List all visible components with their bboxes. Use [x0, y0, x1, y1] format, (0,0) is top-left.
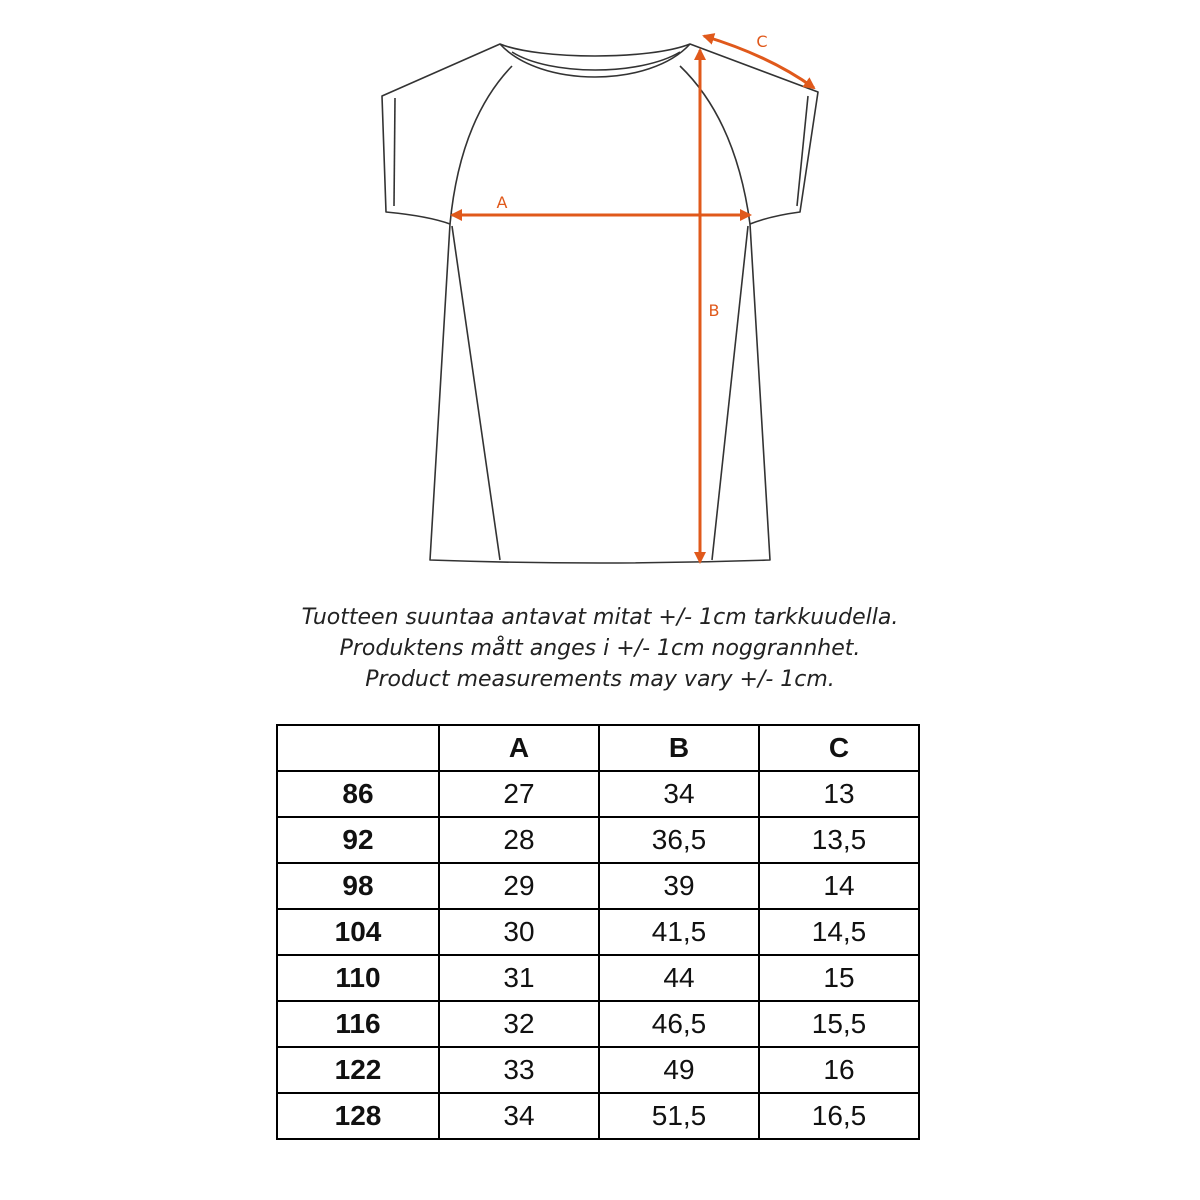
accuracy-note-finnish: Tuotteen suuntaa antavat mitat +/- 1cm tarkkuudella. — [301, 605, 899, 630]
value-cell-a: 31 — [439, 955, 599, 1001]
value-cell-c: 14 — [759, 863, 919, 909]
value-cell-a: 29 — [439, 863, 599, 909]
header-cell-a: A — [439, 725, 599, 771]
header-cell-b: B — [599, 725, 759, 771]
table-row — [277, 1047, 919, 1093]
value-cell-b: 39 — [599, 863, 759, 909]
value-cell-b: 44 — [599, 955, 759, 1001]
accuracy-note-swedish: Produktens mått anges i +/- 1cm noggrannhet. — [339, 636, 861, 661]
sleeve-hem-right — [797, 96, 808, 206]
table-row — [277, 955, 919, 1001]
tshirt-outline — [382, 44, 818, 563]
value-cell-b: 46,5 — [599, 1001, 759, 1047]
raglan-seam-right — [680, 66, 750, 224]
size-cell: 98 — [277, 863, 439, 909]
value-cell-a: 28 — [439, 817, 599, 863]
value-cell-a: 32 — [439, 1001, 599, 1047]
measure-a-label: A — [496, 193, 508, 212]
table-row — [277, 863, 919, 909]
value-cell-c: 13 — [759, 771, 919, 817]
size-cell: 122 — [277, 1047, 439, 1093]
header-cell-size — [277, 725, 439, 771]
value-cell-b: 36,5 — [599, 817, 759, 863]
value-cell-a: 30 — [439, 909, 599, 955]
size-cell: 116 — [277, 1001, 439, 1047]
measure-c-label: C — [756, 32, 768, 51]
measure-b-label: B — [708, 301, 720, 320]
tshirt-body — [382, 44, 818, 563]
side-panel-left — [452, 226, 500, 560]
value-cell-a: 34 — [439, 1093, 599, 1139]
value-cell-c: 13,5 — [759, 817, 919, 863]
accuracy-note-english: Product measurements may vary +/- 1cm. — [365, 667, 835, 692]
value-cell-b: 51,5 — [599, 1093, 759, 1139]
table-row — [277, 771, 919, 817]
value-cell-a: 33 — [439, 1047, 599, 1093]
value-cell-c: 15 — [759, 955, 919, 1001]
value-cell-c: 14,5 — [759, 909, 919, 955]
size-cell: 110 — [277, 955, 439, 1001]
value-cell-c: 15,5 — [759, 1001, 919, 1047]
size-cell: 104 — [277, 909, 439, 955]
side-panel-right — [712, 226, 748, 560]
size-cell: 86 — [277, 771, 439, 817]
table-row — [277, 909, 919, 955]
table-header-row — [277, 725, 919, 771]
size-cell: 128 — [277, 1093, 439, 1139]
size-cell: 92 — [277, 817, 439, 863]
size-table — [276, 724, 920, 1140]
value-cell-b: 49 — [599, 1047, 759, 1093]
header-cell-c: C — [759, 725, 919, 771]
table-row — [277, 1001, 919, 1047]
table-row — [277, 1093, 919, 1139]
value-cell-b: 41,5 — [599, 909, 759, 955]
value-cell-c: 16 — [759, 1047, 919, 1093]
value-cell-c: 16,5 — [759, 1093, 919, 1139]
sleeve-hem-left — [394, 98, 395, 206]
table-row — [277, 817, 919, 863]
value-cell-a: 27 — [439, 771, 599, 817]
value-cell-b: 34 — [599, 771, 759, 817]
